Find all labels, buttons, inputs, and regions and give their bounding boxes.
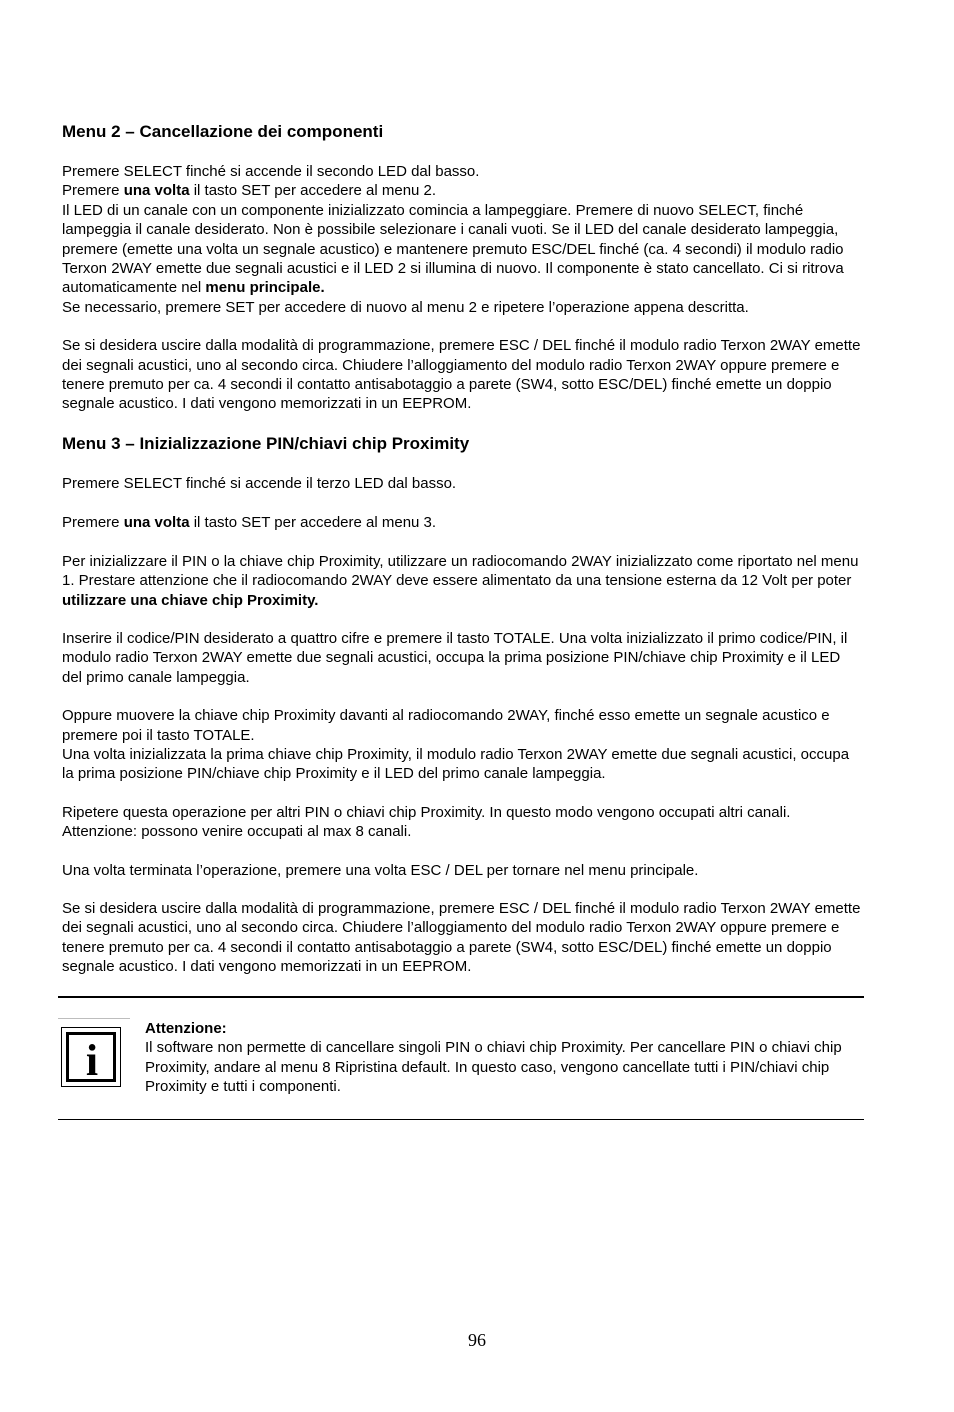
note-heading: Attenzione: xyxy=(145,1020,227,1037)
paragraph: Il LED di un canale con un componente inizializzato comincia a lampeggiare. Premere di nuovo SELECT, finché lampeggia il canale desiderato. Non è possibile selezionare i canali vuoti. Se il LED del canale desiderato lampeggia, premere (emette una volta un segnale acustico) e mantenere premuto ESC/DEL finché (ca. 4 secondi) il modulo radio Terxon 2WAY emette due segnali acustici e il LED 2 si illumina di nuovo. Il componente è stato cancellato. Ci si ritrova automaticamente nel menu principale. xyxy=(62,201,844,297)
svg-text:i: i xyxy=(85,1036,99,1081)
paragraph-exit-programming: Se si desidera uscire dalla modalità di programmazione, premere ESC / DEL finché il modulo radio Terxon 2WAY emette dei segnali acustici, uno al secondo circa. Chiudere l’alloggiamento del modulo radio Terxon 2WAY oppure premere e tenere premuto per ca. 4 secondi il contatto antisabotaggio a parete (SW4, sotto ESC/DEL) finché emette un doppio segnale acustico. I dati vengono memorizzati in un EEPROM. xyxy=(62,337,861,413)
paragraph: Una volta inizializzata la prima chiave chip Proximity, il modulo radio Terxon 2WAY emette due segnali acustici, occupa la prima posizione PIN/chiave chip Proximity e il LED del primo canale lampeggia. xyxy=(62,745,850,783)
section-title-menu-2: Menu 2 – Cancellazione dei componenti xyxy=(62,122,384,141)
paragraph-exit-programming: Se si desidera uscire dalla modalità di programmazione, premere ESC / DEL finché il modulo radio Terxon 2WAY emette dei segnali acustici, uno al secondo circa. Chiudere l’alloggiamento del modulo radio Terxon 2WAY oppure premere e tenere premuto per ca. 4 secondi il contatto antisabotaggio a parete (SW4, sotto ESC/DEL) finché emette un doppio segnale acustico. I dati vengono memorizzati in un EEPROM. xyxy=(62,899,861,976)
paragraph: Inserire il codice/PIN desiderato a quattro cifre e premere il tasto TOTALE. Una volta inizializzato il primo codice/PIN, il modulo radio Terxon 2WAY emette due segnali acustici, occupa la prima posizione PIN/chiave chip Proximity e il LED del primo canale lampeggia. xyxy=(62,629,848,686)
page-content xyxy=(62,121,862,977)
note-body: Il software non permette di cancellare singoli PIN o chiavi chip Proximity. Per cancellare PIN o chiavi chip Proximity, andare al menu 8 Ripristina default. In questo caso, vengono cancellate tutti i PIN/chiavi chip Proximity e tutti i componenti. xyxy=(145,1039,842,1096)
attention-note xyxy=(58,996,864,1120)
section-title-menu-3: Menu 3 – Inizializzazione PIN/chiavi chip Proximity xyxy=(62,433,470,453)
paragraph: Ripetere questa operazione per altri PIN o chiavi chip Proximity. In questo modo vengono occupati altri canali. Attenzione: possono venire occupati al max 8 canali. xyxy=(62,803,791,841)
divider xyxy=(58,1018,130,1019)
page-number: 96 xyxy=(468,1330,486,1350)
paragraph: Oppure muovere la chiave chip Proximity davanti al radiocomando 2WAY, finché esso emette un segnale acustico e premere poi il tasto TOTALE. xyxy=(62,707,830,744)
paragraph-group xyxy=(62,706,862,784)
info-icon xyxy=(61,1027,121,1087)
menu-2-instructions xyxy=(62,162,862,317)
note-text xyxy=(145,1019,860,1097)
paragraph: Premere una volta il tasto SET per accedere al menu 3. xyxy=(62,514,437,532)
paragraph: Premere SELECT finché si accende il secondo LED dal basso. xyxy=(62,163,480,180)
paragraph: Premere una volta il tasto SET per accedere al menu 2. xyxy=(62,182,437,200)
paragraph: Se necessario, premere SET per accedere di nuovo al menu 2 e ripetere l’operazione appena descritta. xyxy=(62,298,749,316)
paragraph: Per inizializzare il PIN o la chiave chip Proximity, utilizzare un radiocomando 2WAY inizializzato come riportato nel menu 1. Prestare attenzione che il radiocomando 2WAY deve essere alimentato da una tensione esterna da 12 Volt per poter utilizzare una chiave chip Proximity. xyxy=(62,552,859,609)
paragraph: Premere SELECT finché si accende il terzo LED dal basso. xyxy=(62,474,457,492)
paragraph: Una volta terminata l’operazione, premere una volta ESC / DEL per tornare nel menu principale. xyxy=(62,861,699,879)
